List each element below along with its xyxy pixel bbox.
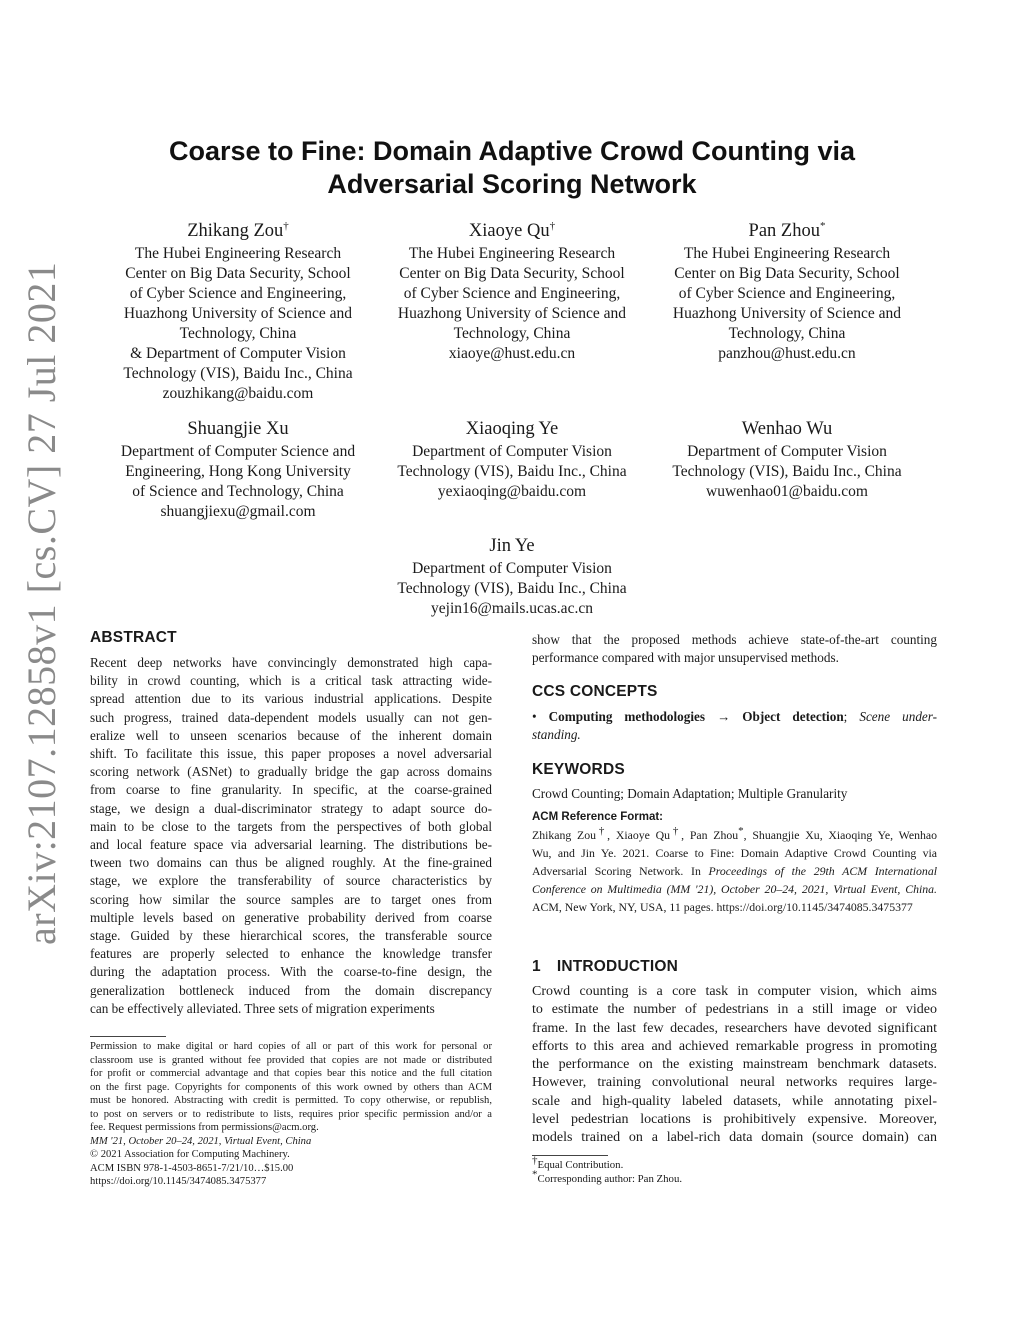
venue-line: MM '21, October 20–24, 2021, Virtual Event, China (90, 1135, 312, 1147)
author-affiliation-line: Engineering, Hong Kong University (125, 463, 351, 480)
author-affiliation-line: Technology, China (728, 325, 846, 342)
text-line: and local feature space via adversarial learning. The distributions be- (90, 837, 492, 853)
text-line: classroom use is granted without fee provided that copies are not made or distributed (90, 1054, 492, 1066)
author-affiliation-line: Department of Computer Vision (412, 443, 612, 460)
text-line: the performance on the existing mainstream benchmark datasets. (532, 1057, 937, 1073)
author-block (103, 417, 373, 522)
author-affiliation-line: yexiaoqing@baidu.com (437, 483, 587, 500)
text-line: can be effectively alleviated. Three sets of migration experiments (90, 1000, 435, 1016)
author-affiliation-line: The Hubei Engineering Research (683, 245, 891, 262)
author-name: Xiaoqing Ye (465, 419, 559, 439)
text-line: performance compared with major unsupervised methods. (532, 650, 839, 666)
abstract-heading: ABSTRACT (90, 629, 177, 646)
author-name: Jin Ye (489, 536, 535, 556)
paper-title (112, 135, 912, 201)
title-line-1: Coarse to Fine: Domain Adaptive Crowd Counting via (168, 136, 856, 166)
author-mark: * (819, 219, 826, 232)
acm-ref-line-2: Wu, and Jin Ye. 2021. Coarse to Fine: Domain Adaptive Crowd Counting via (532, 846, 937, 860)
author-name: Zhikang Zou† (187, 219, 289, 241)
author-affiliation-line: yejin16@mails.ucas.ac.cn (431, 600, 593, 617)
author-block (377, 219, 647, 364)
text-line: Permission to make digital or hard copies of all or part of this work for personal or (90, 1041, 492, 1052)
author-affiliation-line: of Cyber Science and Engineering, (678, 285, 896, 302)
ccs-body (532, 708, 937, 744)
author-affiliation-line: of Cyber Science and Engineering, (403, 285, 621, 302)
text-line: Crowd counting is a core task in computer vision, which aims (532, 984, 937, 999)
text-line: for profit or commercial advantage and that copies bear this notice and the full citation (90, 1068, 492, 1079)
text-line: stage, we design a dual-discriminator strategy to adapt source do- (90, 800, 492, 816)
footnote-rule-right (532, 1155, 608, 1156)
ccs-heading: CCS CONCEPTS (532, 683, 658, 700)
author-affiliation-line: xiaoye@hust.edu.cn (448, 345, 576, 362)
author-affiliation-line: of Cyber Science and Engineering, (129, 285, 347, 302)
text-line: bility in crowd counting, which is a critical task attracting wide- (90, 673, 492, 689)
text-line: efforts to this area and achieved remarkable progress in promoting (532, 1038, 937, 1054)
doi-link[interactable]: https://doi.org/10.1145/3474085.3475377 (90, 1176, 267, 1187)
text-line: scoring how similar the source samples are to target ones from (90, 891, 492, 907)
author-name: Xiaoye Qu† (468, 219, 556, 241)
author-affiliation-line: Department of Computer Science and (120, 443, 356, 460)
author-block (652, 219, 922, 364)
author-affiliation-line: Center on Big Data Security, School (399, 265, 625, 282)
permission-notice (90, 1040, 492, 1189)
text-line: stage. Guided by these hierarchical scores, the transferable source (90, 928, 492, 944)
acm-ref-heading: ACM Reference Format: (532, 811, 663, 823)
author-affiliation-line: wuwenhao01@baidu.com (706, 483, 868, 500)
author-mark: † (549, 219, 556, 232)
copyright-line: © 2021 Association for Computing Machinery. (90, 1149, 290, 1160)
text-line: generalization bottleneck induced from the domain discrepancy (90, 982, 492, 998)
text-line: level pedestrian locations is prohibitively expensive. Moreover, (532, 1112, 937, 1128)
text-line: tween two domains can thus be aligned roughly. At the fine-grained (90, 855, 492, 871)
text-line: models trained on a label-rich data domain (source domain) can (532, 1130, 937, 1146)
text-line: from coarse to fine granularity. In specific, at the coarse-grained (90, 782, 492, 798)
acm-reference (532, 808, 937, 916)
abstract-body (90, 654, 492, 1018)
ccs-line-1: • Computing methodologies → Object detection; Scene under- (532, 709, 938, 724)
text-line: during the adaptation process. With the coarse-to-fine design, the (90, 964, 492, 980)
author-affiliation-line: Huazhong University of Science and (123, 305, 353, 322)
text-line: main to be close to the targets from the perspectives of both global (90, 818, 492, 834)
author-affiliation-line: & Department of Computer Vision (130, 345, 346, 362)
author-block (652, 417, 922, 502)
author-block (377, 417, 647, 502)
text-line: on the first page. Copyrights for components of this work owned by others than ACM (90, 1081, 492, 1093)
author-affiliation-line: zouzhikang@baidu.com (162, 385, 314, 402)
intro-heading (532, 958, 937, 976)
text-line: spread attention due to its various industrial applications. Despite (90, 691, 492, 707)
author-affiliation-line: Department of Computer Vision (687, 443, 887, 460)
permission-text (90, 1040, 492, 1135)
text-line: shift. To facilitate this issue, this paper proposes a novel adversarial (90, 746, 492, 762)
text-line: scoring network (ASNet) to gradually bridge the gap across domains (90, 764, 492, 780)
author-block (377, 534, 647, 619)
isbn-line: ACM ISBN 978-1-4503-8651-7/21/10…$15.00 (90, 1162, 294, 1174)
text-line: such progress, trained data-dependent models usually can not gen- (90, 709, 492, 725)
acm-ref-line-4: Conference on Multimedia (MM '21), October 20–24, 2021, Virtual Event, China. (532, 882, 937, 896)
acm-ref-line-5: ACM, New York, NY, USA, 11 pages. https://doi.org/10.1145/3474085.3475377 (532, 900, 913, 914)
text-line: multiple levels based on generative probability derived from coarse (90, 909, 492, 925)
author-affiliation-line: Huazhong University of Science and (397, 305, 627, 322)
footnote-equal: †Equal Contribution. (532, 1154, 624, 1171)
intro-number: 1 (532, 958, 541, 975)
author-affiliation-line: panzhou@hust.edu.cn (718, 345, 856, 362)
keywords-text: Crowd Counting; Domain Adaptation; Multiple Granularity (532, 786, 848, 801)
arxiv-stamp: arXiv:2107.12858v1 [cs.CV] 27 Jul 2021 (19, 261, 64, 945)
text-line: show that the proposed methods achieve state-of-the-art counting (532, 632, 937, 647)
title-line-2: Adversarial Scoring Network (327, 169, 697, 199)
text-line: However, training convolutional neural networks requires large- (532, 1075, 937, 1091)
author-affiliation-line: Technology (VIS), Baidu Inc., China (397, 580, 627, 597)
author-affiliation-line: Center on Big Data Security, School (674, 265, 900, 282)
intro-title: INTRODUCTION (556, 958, 679, 975)
footnotes (532, 1154, 937, 1186)
text-line: frame. In the last few decades, researchers have devoted significant (532, 1020, 937, 1036)
author-block (103, 219, 373, 404)
text-line: Recent deep networks have convincingly demonstrated high capa- (90, 655, 492, 670)
author-affiliation-line: Center on Big Data Security, School (125, 265, 351, 282)
author-affiliation-line: The Hubei Engineering Research (408, 245, 616, 262)
author-affiliation-line: Huazhong University of Science and (672, 305, 902, 322)
author-affiliation-line: Technology (VIS), Baidu Inc., China (123, 365, 353, 382)
author-affiliation-line: Department of Computer Vision (412, 560, 612, 577)
author-affiliation-line: Technology, China (179, 325, 297, 342)
text-line: fee. Request permissions from permissions@acm.org. (90, 1122, 319, 1133)
abstract-continuation (532, 631, 937, 667)
acm-ref-line-3: Adversarial Scoring Network. In Proceedings of the 29th ACM International (532, 864, 938, 878)
text-line: scale and high-quality labeled datasets, while annotating pixel- (532, 1093, 937, 1109)
text-line: must be honored. Abstracting with credit is permitted. To copy otherwise, or republish, (90, 1095, 492, 1106)
author-affiliation-line: The Hubei Engineering Research (134, 245, 342, 262)
author-affiliation-line: Technology (VIS), Baidu Inc., China (397, 463, 627, 480)
author-name: Pan Zhou* (748, 219, 826, 241)
text-line: to estimate the number of pedestrians in a still image or video (532, 1002, 937, 1018)
intro-body (532, 983, 937, 1148)
footnote-corresponding: *Corresponding author: Pan Zhou. (532, 1168, 683, 1185)
text-line: features are properly selected to enhance the knowledge transfer (90, 946, 492, 962)
author-affiliation-line: of Science and Technology, China (132, 483, 344, 500)
footnote-rule (90, 1036, 166, 1037)
acm-ref-line-1: Zhikang Zou†, Xiaoye Qu†, Pan Zhou*, Shuangjie Xu, Xiaoqing Ye, Wenhao (532, 825, 937, 842)
text-line: to post on servers or to redistribute to lists, requires prior specific permission and/or a (90, 1108, 492, 1120)
author-affiliation-line: shuangjiexu@gmail.com (160, 503, 316, 520)
author-name: Shuangjie Xu (187, 419, 289, 439)
text-line: eralize well to unseen scenarios because of the inherent domain (90, 727, 492, 743)
keywords-heading: KEYWORDS (532, 761, 625, 778)
author-mark: † (283, 219, 289, 232)
text-line: stage, we explore the transferability of source characteristics by (90, 873, 492, 889)
ccs-line-2: standing. (532, 727, 581, 743)
author-affiliation-line: Technology, China (453, 325, 571, 342)
author-affiliation-line: Technology (VIS), Baidu Inc., China (672, 463, 902, 480)
author-name: Wenhao Wu (741, 419, 833, 439)
